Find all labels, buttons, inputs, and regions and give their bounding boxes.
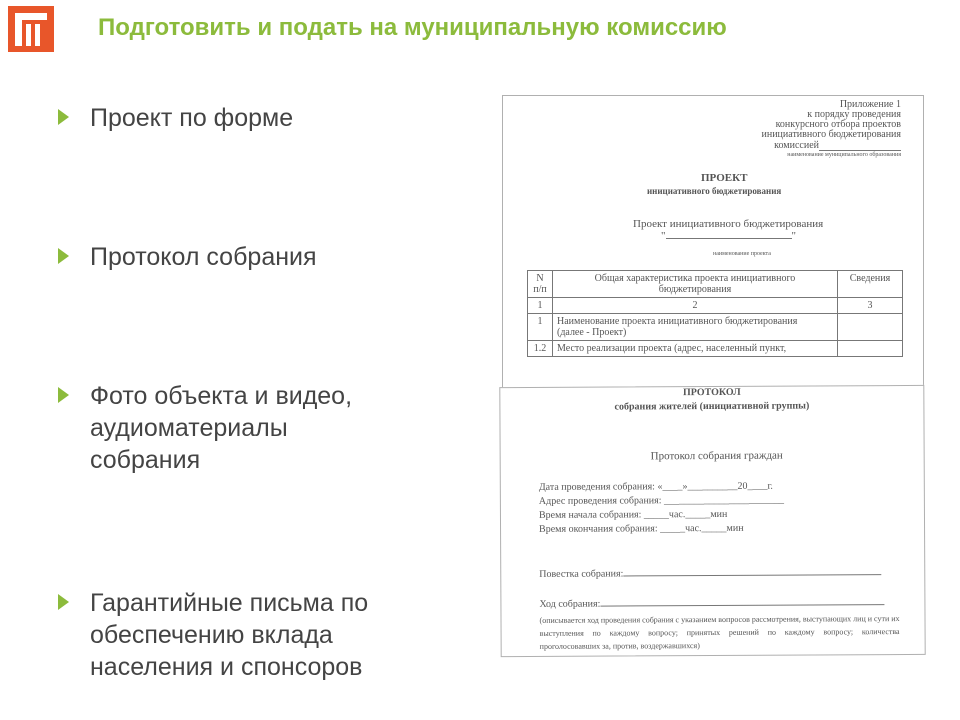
protocol-title: Протокол собрания граждан: [650, 449, 783, 463]
logo-icon: [8, 6, 54, 52]
table-row: 1 Наименование проекта инициативного бюджетирования (далее - Проект): [528, 314, 903, 341]
table-header-row: N п/п Общая характеристика проекта инициативного бюджетирования Сведения: [528, 271, 903, 298]
bullet-project-form: Проект по форме: [58, 102, 293, 134]
page-title: Подготовить и подать на муниципальную комиссию: [98, 14, 727, 41]
form-heading: ПРОЕКТ: [701, 172, 748, 184]
table-index-row: 1 2 3: [528, 298, 903, 314]
bullet-arrow-icon: [58, 109, 69, 125]
project-form-scan: [502, 95, 924, 397]
commission-line: комиссией: [774, 140, 901, 151]
commission-note: наименование муниципального образования: [787, 152, 901, 158]
annex-text: Приложение 1 к порядку проведения конкурсного отбора проектов инициативного бюджетирования: [761, 99, 901, 140]
project-table: [527, 270, 903, 357]
protocol-date: Дата проведения собрания: «____»__________20____г.: [538, 480, 773, 493]
protocol-start-time: Время начала собрания: _____час._____мин: [538, 508, 728, 521]
protocol-form-scan: [499, 385, 925, 657]
protocol-course: Ход собрания:: [539, 597, 884, 610]
bullet-arrow-icon: [58, 387, 69, 403]
protocol-agenda: Повестка собрания:: [539, 567, 881, 580]
protocol-subheading: собрания жителей (инициативной группы): [614, 400, 810, 413]
form-project-name-field: " ": [661, 230, 796, 242]
form-name-note: наименование проекта: [713, 251, 771, 257]
protocol-heading: ПРОТОКОЛ: [682, 386, 741, 399]
bullet-arrow-icon: [58, 594, 69, 610]
protocol-end-time: Время окончания собрания: _____час._____мин: [539, 522, 744, 535]
form-subheading: инициативного бюджетирования: [647, 186, 782, 196]
bullet-arrow-icon: [58, 248, 69, 264]
form-project-title: Проект инициативного бюджетирования: [633, 218, 824, 230]
bullet-photo-video: Фото объекта и видео, аудиоматериалы собрания: [58, 380, 352, 476]
protocol-course-description: (описывается ход проведения собрания с указанием вопросов рассмотрения, выступающих лиц и сути их выступления по каждому вопросу; принятых решений по каждому вопросу; количества проголосовавших за, против, воздержавшихся): [539, 614, 900, 651]
bullet-meeting-protocol: Протокол собрания: [58, 241, 317, 273]
bullet-guarantee-letters: Гарантийные письма по обеспечению вклада населения и спонсоров: [58, 587, 368, 683]
table-row: 1.2 Место реализации проекта (адрес, населенный пункт,: [528, 341, 903, 357]
protocol-address: Адрес проведения собрания: ________________________: [538, 494, 785, 507]
